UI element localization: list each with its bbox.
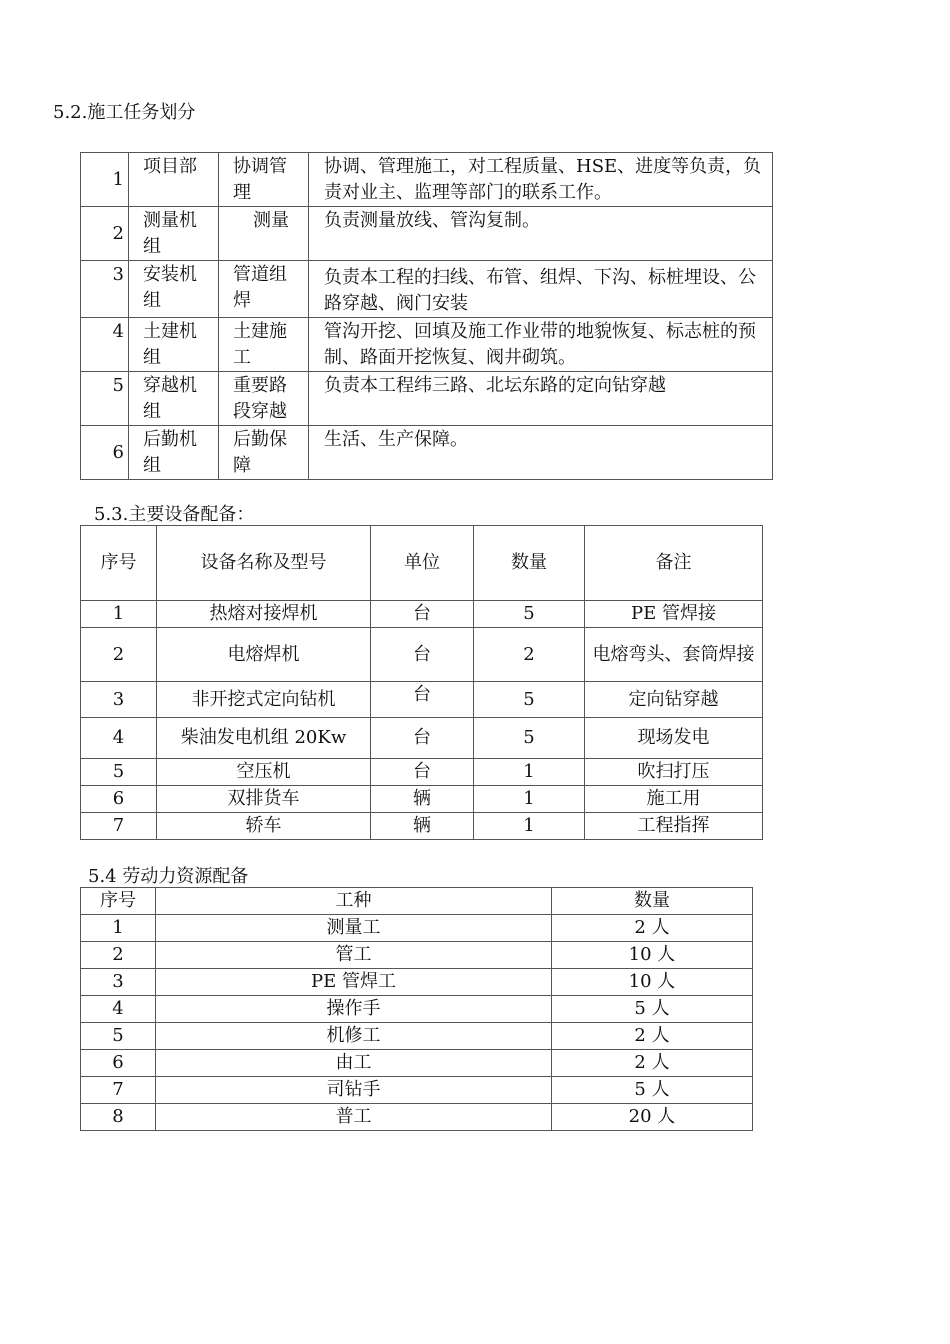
header-qty: 数量 [474, 526, 585, 601]
equip-note: 工程指挥 [585, 813, 763, 840]
task-no: 5 [81, 372, 129, 426]
equip-qty: 2 [474, 628, 585, 682]
labor-trade: 测量工 [156, 915, 552, 942]
equip-qty: 1 [474, 813, 585, 840]
equip-qty: 1 [474, 786, 585, 813]
equip-name: 电熔焊机 [157, 628, 371, 682]
equip-no: 1 [81, 601, 157, 628]
equip-name: 轿车 [157, 813, 371, 840]
task-division-title: 5.2.施工任务划分 [53, 102, 196, 123]
labor-table [80, 887, 753, 1131]
table-row [81, 759, 763, 786]
table-row [81, 318, 773, 372]
header-trade: 工种 [156, 888, 552, 915]
table-row [81, 1023, 753, 1050]
task-unit: 穿越机组 [129, 372, 219, 426]
header-no: 序号 [81, 526, 157, 601]
equip-note: 施工用 [585, 786, 763, 813]
equip-no: 6 [81, 786, 157, 813]
labor-no: 3 [81, 969, 156, 996]
labor-qty: 20 人 [552, 1104, 753, 1131]
task-type: 土建施工 [219, 318, 309, 372]
equip-qty: 5 [474, 601, 585, 628]
labor-trade: 机修工 [156, 1023, 552, 1050]
equip-name: 热熔对接焊机 [157, 601, 371, 628]
labor-trade: 普工 [156, 1104, 552, 1131]
task-type: 后勤保障 [219, 426, 309, 480]
table-row [81, 682, 763, 718]
task-no: 2 [81, 207, 129, 261]
table-header-row [81, 526, 763, 601]
table-row [81, 601, 763, 628]
table-row [81, 1104, 753, 1131]
equip-note: 吹扫打压 [585, 759, 763, 786]
task-type: 协调管理 [219, 153, 309, 207]
table-row [81, 813, 763, 840]
table-row [81, 153, 773, 207]
equipment-title: 5.3.主要设备配备： [94, 504, 255, 525]
equip-no: 3 [81, 682, 157, 718]
equip-name: 空压机 [157, 759, 371, 786]
equip-no: 4 [81, 718, 157, 759]
equip-no: 2 [81, 628, 157, 682]
equip-unit: 台 [371, 628, 474, 682]
task-no: 3 [81, 261, 129, 318]
equip-note: 现场发电 [585, 718, 763, 759]
equip-unit: 台 [371, 718, 474, 759]
task-duty: 管沟开挖、回填及施工作业带的地貌恢复、标志桩的预制、路面开挖恢复、阀井砌筑。 [309, 318, 773, 372]
equip-unit: 台 [371, 601, 474, 628]
equip-name: 双排货车 [157, 786, 371, 813]
table-row [81, 996, 753, 1023]
labor-qty: 2 人 [552, 1023, 753, 1050]
header-unit: 单位 [371, 526, 474, 601]
header-no: 序号 [81, 888, 156, 915]
task-unit: 后勤机组 [129, 426, 219, 480]
labor-trade: 司钻手 [156, 1077, 552, 1104]
task-no: 6 [81, 426, 129, 480]
table-row [81, 969, 753, 996]
task-no: 4 [81, 318, 129, 372]
task-type: 重要路段穿越 [219, 372, 309, 426]
task-duty: 协调、管理施工，对工程质量、HSE、进度等负责，负责对业主、监理等部门的联系工作。 [309, 153, 773, 207]
labor-qty: 5 人 [552, 996, 753, 1023]
task-division-table [80, 152, 773, 480]
task-no: 1 [81, 153, 129, 207]
equip-name: 柴油发电机组 20Kw [157, 718, 371, 759]
labor-no: 4 [81, 996, 156, 1023]
table-row [81, 915, 753, 942]
task-unit: 测量机组 [129, 207, 219, 261]
header-qty: 数量 [552, 888, 753, 915]
equip-unit: 台 [371, 759, 474, 786]
labor-no: 7 [81, 1077, 156, 1104]
table-row [81, 207, 773, 261]
labor-qty: 5 人 [552, 1077, 753, 1104]
labor-qty: 2 人 [552, 1050, 753, 1077]
equip-unit: 辆 [371, 813, 474, 840]
task-unit: 土建机组 [129, 318, 219, 372]
equip-unit: 辆 [371, 786, 474, 813]
labor-qty: 2 人 [552, 915, 753, 942]
table-row [81, 261, 773, 318]
task-unit: 项目部 [129, 153, 219, 207]
table-header-row [81, 888, 753, 915]
task-duty: 生活、生产保障。 [309, 426, 773, 480]
table-row [81, 628, 763, 682]
header-name: 设备名称及型号 [157, 526, 371, 601]
equip-no: 5 [81, 759, 157, 786]
equip-qty: 5 [474, 682, 585, 718]
labor-trade: PE 管焊工 [156, 969, 552, 996]
task-duty: 负责本工程纬三路、北坛东路的定向钻穿越 [309, 372, 773, 426]
table-row [81, 372, 773, 426]
labor-trade: 操作手 [156, 996, 552, 1023]
equipment-table [80, 525, 763, 840]
task-duty: 负责测量放线、管沟复制。 [309, 207, 773, 261]
task-unit: 安装机组 [129, 261, 219, 318]
table-row [81, 786, 763, 813]
header-note: 备注 [585, 526, 763, 601]
equip-note: 定向钻穿越 [585, 682, 763, 718]
labor-qty: 10 人 [552, 969, 753, 996]
labor-no: 5 [81, 1023, 156, 1050]
labor-qty: 10 人 [552, 942, 753, 969]
equip-note: 电熔弯头、套筒焊接 [585, 628, 763, 682]
equip-name: 非开挖式定向钻机 [157, 682, 371, 718]
labor-trade: 由工 [156, 1050, 552, 1077]
task-duty: 负责本工程的扫线、布管、组焊、下沟、标桩埋设、公路穿越、阀门安装 [309, 261, 773, 318]
equip-note: PE 管焊接 [585, 601, 763, 628]
equip-unit: 台 [371, 682, 474, 718]
labor-trade: 管工 [156, 942, 552, 969]
task-type: 管道组焊 [219, 261, 309, 318]
table-row [81, 426, 773, 480]
labor-no: 6 [81, 1050, 156, 1077]
equip-no: 7 [81, 813, 157, 840]
labor-no: 8 [81, 1104, 156, 1131]
labor-title: 5.4 劳动力资源配备 [88, 866, 249, 887]
labor-no: 1 [81, 915, 156, 942]
labor-no: 2 [81, 942, 156, 969]
table-row [81, 942, 753, 969]
task-type: 测量 [219, 207, 309, 261]
table-row [81, 1050, 753, 1077]
table-row [81, 718, 763, 759]
equip-qty: 1 [474, 759, 585, 786]
table-row [81, 1077, 753, 1104]
equip-qty: 5 [474, 718, 585, 759]
